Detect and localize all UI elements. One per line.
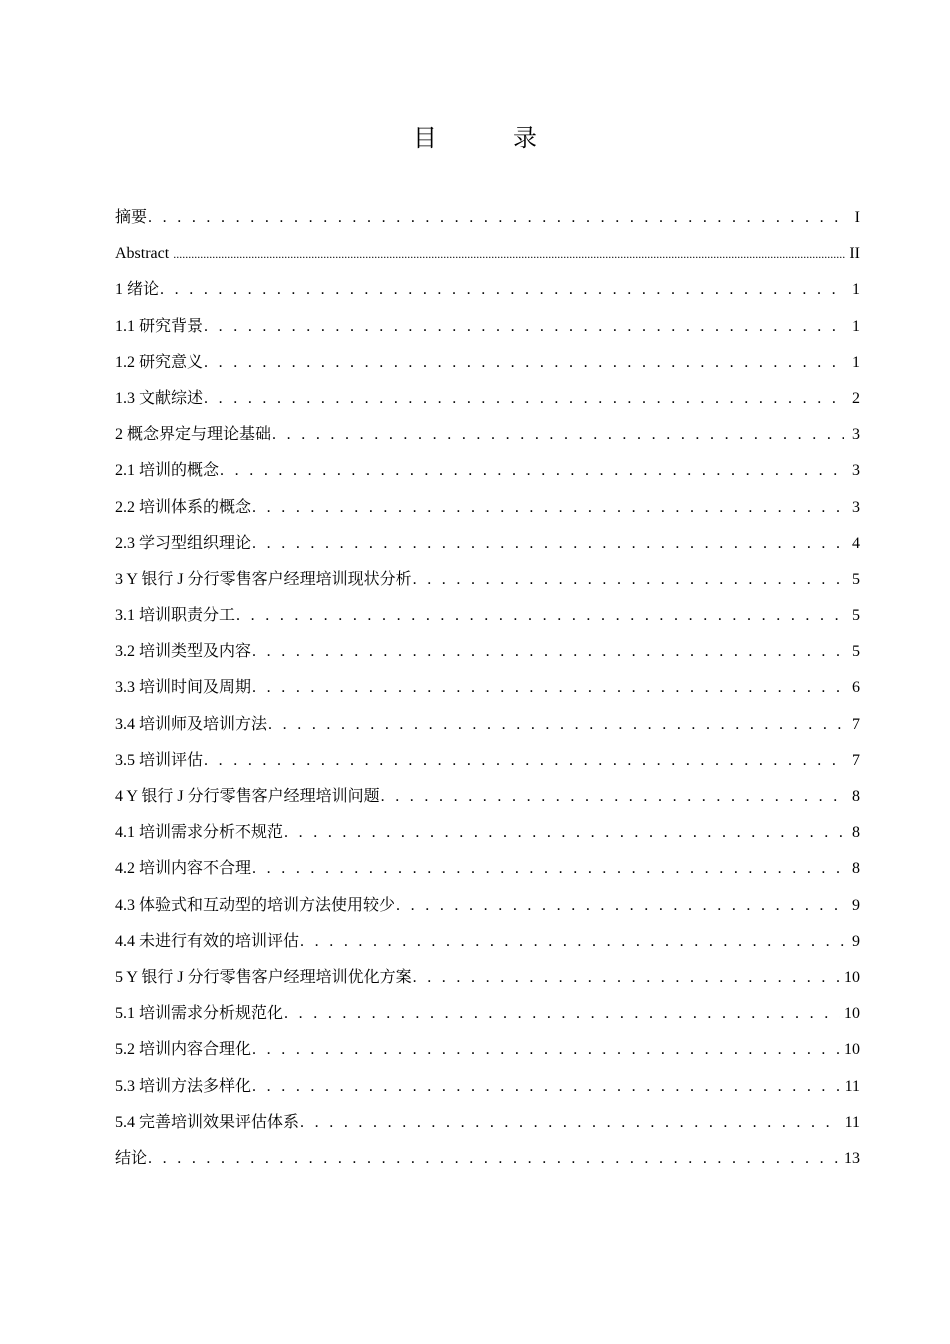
toc-entry-page: 1 <box>852 281 860 299</box>
toc-entry-label: 3.2 培训类型及内容 <box>115 643 252 661</box>
toc-entry[interactable] <box>115 1113 860 1149</box>
toc-entry-page: 7 <box>852 751 860 769</box>
toc-entry-label: 4 Y 银行 J 分行零售客户经理培训问题 <box>115 788 380 805</box>
toc-entry[interactable] <box>115 751 860 787</box>
dot-leader <box>413 968 840 988</box>
toc-entry-label: 5.1 培训需求分析规范化 <box>115 1005 284 1023</box>
toc-entry[interactable] <box>115 715 860 751</box>
toc-entry[interactable] <box>115 498 860 534</box>
dot-leader <box>252 534 844 554</box>
toc-entry-label: Abstract <box>115 245 170 263</box>
dot-leader <box>381 787 844 807</box>
toc-entry[interactable] <box>115 932 860 968</box>
toc-entry-page: 5 <box>852 607 860 625</box>
toc-entry-label: 4.3 体验式和互动型的培训方法使用较少 <box>115 896 396 914</box>
toc-entry-page: 10 <box>844 1041 860 1059</box>
toc-entry[interactable] <box>115 1004 860 1040</box>
toc-entry[interactable] <box>115 534 860 570</box>
dot-leader <box>236 606 844 626</box>
toc-entry-page: 10 <box>844 1005 860 1023</box>
dot-leader <box>204 389 844 409</box>
toc-entry-label: 4.2 培训内容不合理 <box>115 860 252 878</box>
toc-list <box>115 208 860 1185</box>
toc-entry[interactable] <box>115 208 860 244</box>
dot-leader <box>252 1077 841 1097</box>
toc-entry[interactable] <box>115 244 860 280</box>
toc-entry[interactable] <box>115 1077 860 1113</box>
toc-entry-page: 3 <box>852 498 860 516</box>
dot-leader <box>413 570 844 590</box>
dot-leader <box>204 317 844 337</box>
toc-entry-page: II <box>849 245 860 263</box>
dot-leader <box>160 280 844 300</box>
toc-entry-label: 5.2 培训内容合理化 <box>115 1041 252 1059</box>
toc-title: 目 录 <box>413 124 563 152</box>
dot-leader <box>268 715 844 735</box>
toc-entry-label: 2 概念界定与理论基础 <box>115 426 272 444</box>
toc-entry-label: 1.1 研究背景 <box>115 317 204 335</box>
toc-entry-page: 9 <box>852 896 860 914</box>
toc-entry-page: 11 <box>844 1077 860 1095</box>
toc-entry-page: 1 <box>852 353 860 371</box>
toc-entry[interactable] <box>115 823 860 859</box>
toc-entry-label: 1.3 文献综述 <box>115 389 204 407</box>
dot-leader <box>272 425 844 445</box>
dot-leader <box>300 932 844 952</box>
toc-entry-page: 8 <box>852 788 860 805</box>
toc-entry[interactable] <box>115 317 860 353</box>
toc-entry[interactable] <box>115 896 860 932</box>
dot-leader <box>252 498 844 518</box>
toc-entry-label: 3.4 培训师及培训方法 <box>115 715 268 733</box>
toc-entry-label: 5 Y 银行 J 分行零售客户经理培训优化方案 <box>115 968 412 986</box>
toc-entry[interactable] <box>115 606 860 642</box>
toc-entry-page: 5 <box>852 570 860 588</box>
toc-entry-page: 8 <box>852 824 860 842</box>
toc-entry-label: 3 Y 银行 J 分行零售客户经理培训现状分析 <box>115 570 412 588</box>
toc-entry-page: 1 <box>852 317 860 335</box>
dot-leader <box>252 678 844 698</box>
toc-entry[interactable] <box>115 642 860 678</box>
dot-leader <box>396 896 844 916</box>
toc-entry-page: 2 <box>852 389 860 407</box>
toc-entry-label: 结论 <box>115 1149 148 1167</box>
toc-entry-label: 摘要 <box>115 209 148 226</box>
toc-entry[interactable] <box>115 425 860 461</box>
dot-leader <box>148 1149 840 1169</box>
toc-entry-page: 6 <box>852 679 860 697</box>
toc-entry[interactable] <box>115 570 860 606</box>
toc-entry-page: 7 <box>852 715 860 733</box>
dot-leader <box>252 1040 840 1060</box>
toc-entry-label: 2.2 培训体系的概念 <box>115 498 252 516</box>
toc-entry[interactable] <box>115 461 860 497</box>
dot-leader <box>252 859 844 879</box>
dot-leader <box>220 461 844 481</box>
toc-entry-label: 2.3 学习型组织理论 <box>115 534 252 552</box>
toc-entry-page: 5 <box>852 643 860 661</box>
toc-entry-label: 4.1 培训需求分析不规范 <box>115 824 284 842</box>
toc-entry-page: 11 <box>844 1113 860 1131</box>
toc-entry-page: 3 <box>852 462 860 480</box>
toc-entry[interactable] <box>115 280 860 316</box>
dot-leader <box>173 244 846 264</box>
toc-entry-label: 3.5 培训评估 <box>115 751 204 769</box>
dot-leader <box>284 1004 840 1024</box>
toc-entry[interactable] <box>115 678 860 714</box>
dot-leader <box>204 751 844 771</box>
toc-entry[interactable] <box>115 353 860 389</box>
toc-entry-page: 4 <box>852 534 860 552</box>
toc-entry-page: I <box>854 209 860 226</box>
toc-entry-page: 3 <box>852 426 860 444</box>
toc-entry[interactable] <box>115 1149 860 1185</box>
toc-entry-label: 1 绪论 <box>115 281 160 299</box>
toc-entry-label: 2.1 培训的概念 <box>115 462 220 480</box>
toc-entry-page: 13 <box>844 1149 860 1167</box>
toc-entry-label: 5.4 完善培训效果评估体系 <box>115 1113 300 1131</box>
dot-leader <box>148 208 844 228</box>
toc-entry[interactable] <box>115 389 860 425</box>
toc-entry-label: 3.1 培训职责分工 <box>115 607 236 625</box>
toc-entry[interactable] <box>115 859 860 895</box>
toc-entry-page: 10 <box>844 968 860 986</box>
dot-leader <box>252 642 844 662</box>
toc-entry-label: 3.3 培训时间及周期 <box>115 679 252 697</box>
dot-leader <box>300 1113 841 1133</box>
toc-entry[interactable] <box>115 787 860 823</box>
toc-entry[interactable] <box>115 968 860 1004</box>
dot-leader <box>204 353 844 373</box>
toc-entry-page: 8 <box>852 860 860 878</box>
toc-entry-page: 9 <box>852 932 860 950</box>
toc-entry-label: 5.3 培训方法多样化 <box>115 1077 252 1095</box>
toc-entry-label: 4.4 未进行有效的培训评估 <box>115 932 300 950</box>
toc-entry[interactable] <box>115 1040 860 1076</box>
toc-entry-label: 1.2 研究意义 <box>115 353 204 371</box>
dot-leader <box>284 823 844 843</box>
